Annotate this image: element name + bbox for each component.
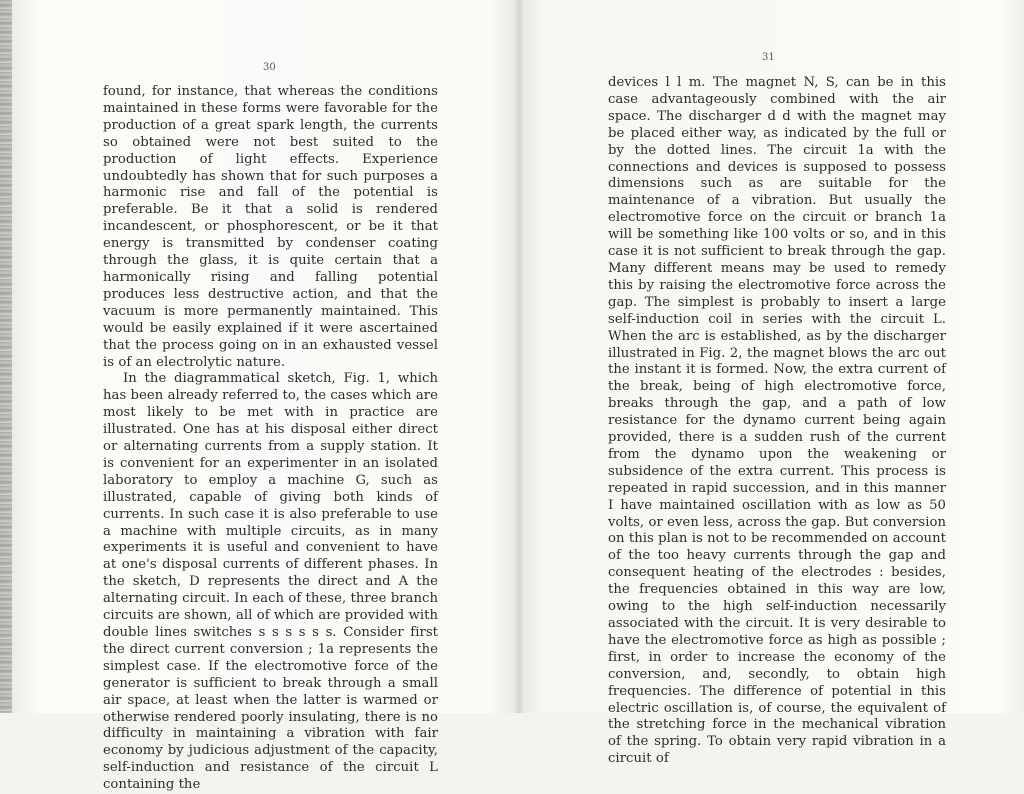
paragraph: found, for instance, that whereas the conditions maintained in these forms were favorable for the production of a great spark length, the currents so obtained were not best suited to the production of light effects. Experience undoubtedly has shown that for such purposes a harmonic rise and fall of the potential is preferable. Be it that a solid is rendered incandescent, or phosphorescent, or be it that energy is transmitted by condenser coating through the glass, it is quite certain that a harmonically rising and falling potential produces less destructive action, and that the vacuum is more permanently maintained. This would be easily explained if it were ascertained that the process going on in an exhausted vessel is of an electrolytic nature. [103,84,438,370]
left-page-number: 30 [263,62,276,73]
right-page-text [608,75,946,768]
paragraph: In the diagrammatical sketch, Fig. 1, which has been already referred to, the cases which are most likely to be met with in practice are illustrated. One has at his disposal either direct or alternating currents from a supply station. It is convenient for an experimenter in an isolated laboratory to employ a machine G, such as illustrated, capable of giving both kinds of currents. In such case it is also preferable to use a machine with multiple circuits, as in many experiments it is useful and convenient to have at one's disposal currents of different phases. In the sketch, D represents the direct and A the alternating circuit. In each of these, three branch circuits are shown, all of which are provided with double lines switches s s s s s s. Consider first the direct current conversion ; 1a represents the simplest case. If the electromotive force of the generator is sufficient to break through a small air space, at least when the latter is warmed or otherwise rendered poorly insulating, there is no difficulty in maintaining a vibration with fair economy by judicious adjustment of the capacity, self-induction and resistance of the circuit L containing the [103,371,438,793]
left-page-text [103,84,438,794]
right-page-number: 31 [762,52,775,63]
page-edge-shadow [0,0,12,713]
paragraph: devices l l m. The magnet N, S, can be in this case advantageously combined with the air space. The discharger d d with the magnet may be placed either way, as indicated by the full or by the dotted lines. The circuit 1a with the connections and devices is supposed to possess dimensions such as are suitable for the maintenance of a vibration. But usually the electromotive force on the circuit or branch 1a will be something like 100 volts or so, and in this case it is not sufficient to break through the gap. Many different means may be used to remedy this by raising the electromotive force across the gap. The simplest is probably to insert a large self-induction coil in series with the circuit L. When the arc is established, as by the discharger illustrated in Fig. 2, the magnet blows the arc out the instant it is formed. Now, the extra current of the break, being of high electromotive force, breaks through the gap, and a path of low resistance for the dynamo current being again provided, there is a sudden rush of the current from the dynamo upon the weakening or subsidence of the extra current. This process is repeated in rapid succession, and in this manner I have maintained oscillation with as low as 50 volts, or even less, across the gap. But conversion on this plan is not to be recommended on account of the too heavy currents through the gap and consequent heating of the electrodes : besides, the frequencies obtained in this way are low, owing to the high self-induction necessarily associated with the circuit. It is very desirable to have the electromotive force as high as possible ; first, in order to increase the economy of the conversion, and, secondly, to obtain high frequencies. The difference of potential in this electric oscillation is, of course, the equivalent of the stretching force in the mechanical vibration of the spring. To obtain very rapid vibration in a circuit of [608,75,946,767]
book-gutter [514,0,524,713]
